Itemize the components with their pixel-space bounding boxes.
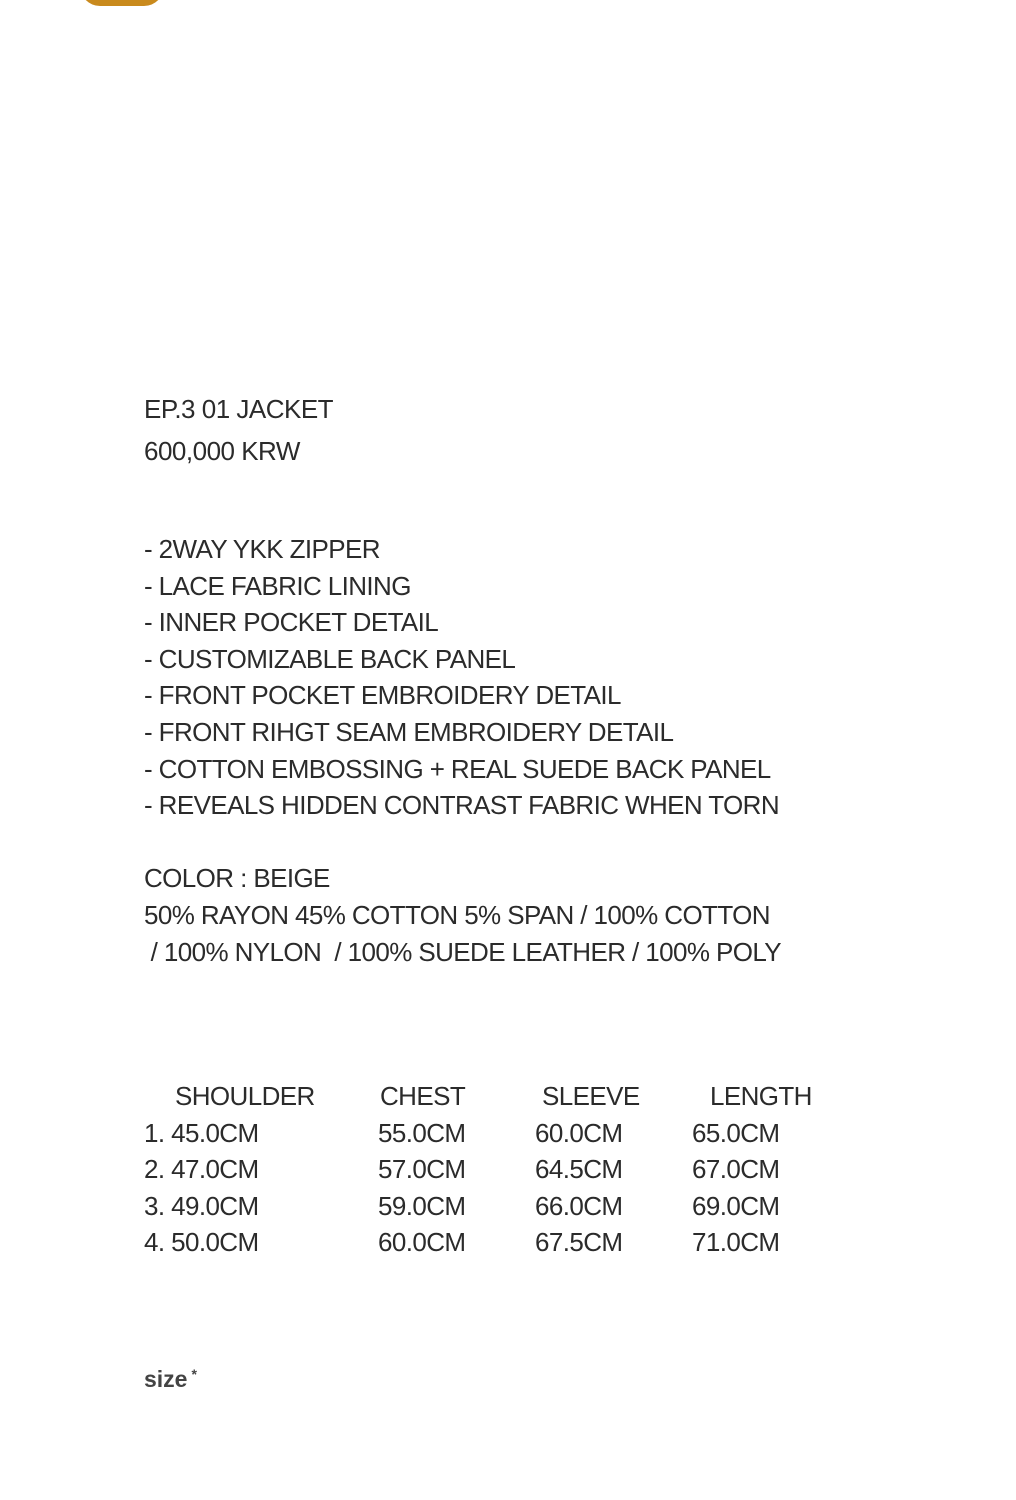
sleeve-value: 60.0CM: [535, 1117, 623, 1148]
size-row: [144, 1226, 864, 1263]
required-mark: *: [191, 1366, 197, 1382]
header-sleeve: SLEEVE: [542, 1081, 640, 1111]
feature-item: - COTTON EMBOSSING + REAL SUEDE BACK PANEL: [144, 753, 771, 784]
length-value: 69.0CM: [692, 1190, 780, 1221]
feature-item: - FRONT POCKET EMBROIDERY DETAIL: [144, 680, 621, 711]
shoulder-value: 1. 45.0CM: [144, 1117, 259, 1148]
size-chart-header: [144, 1080, 864, 1117]
length-value: 65.0CM: [692, 1117, 780, 1148]
sleeve-value: 64.5CM: [535, 1154, 623, 1185]
feature-item: - INNER POCKET DETAIL: [144, 607, 439, 638]
product-header: [144, 393, 333, 477]
length-value: 71.0CM: [692, 1227, 780, 1258]
color-text: COLOR : BEIGE: [144, 863, 330, 893]
material-info: [144, 862, 781, 973]
header-shoulder: SHOULDER: [175, 1081, 315, 1111]
composition-line: 50% RAYON 45% COTTON 5% SPAN / 100% COTTON: [144, 900, 770, 930]
feature-item: - LACE FABRIC LINING: [144, 570, 411, 601]
feature-item: - FRONT RIHGT SEAM EMBROIDERY DETAIL: [144, 716, 674, 747]
chest-value: 59.0CM: [378, 1190, 466, 1221]
composition-line: / 100% NYLON / 100% SUEDE LEATHER / 100% POLY: [144, 937, 782, 967]
length-value: 67.0CM: [692, 1154, 780, 1185]
feature-item: - CUSTOMIZABLE BACK PANEL: [144, 643, 516, 674]
shoulder-value: 3. 49.0CM: [144, 1190, 259, 1221]
size-chart: [144, 1080, 864, 1263]
chest-value: 55.0CM: [378, 1117, 466, 1148]
shoulder-value: 2. 47.0CM: [144, 1154, 259, 1185]
size-label-text: size: [144, 1366, 188, 1392]
size-option-label[interactable]: [144, 1366, 197, 1393]
sleeve-value: 67.5CM: [535, 1227, 623, 1258]
logo-mark: [80, 0, 164, 6]
product-price: 600,000 KRW: [144, 436, 300, 466]
product-name: EP.3 01 JACKET: [144, 394, 334, 424]
feature-item: - REVEALS HIDDEN CONTRAST FABRIC WHEN TORN: [144, 790, 780, 821]
feature-list: [144, 533, 779, 826]
size-row: [144, 1153, 864, 1190]
header-length: LENGTH: [710, 1081, 812, 1111]
chest-value: 60.0CM: [378, 1227, 466, 1258]
size-row: [144, 1190, 864, 1227]
feature-item: - 2WAY YKK ZIPPER: [144, 534, 380, 564]
header-chest: CHEST: [380, 1081, 466, 1111]
size-row: [144, 1117, 864, 1154]
chest-value: 57.0CM: [378, 1154, 466, 1185]
sleeve-value: 66.0CM: [535, 1190, 623, 1221]
shoulder-value: 4. 50.0CM: [144, 1227, 259, 1258]
